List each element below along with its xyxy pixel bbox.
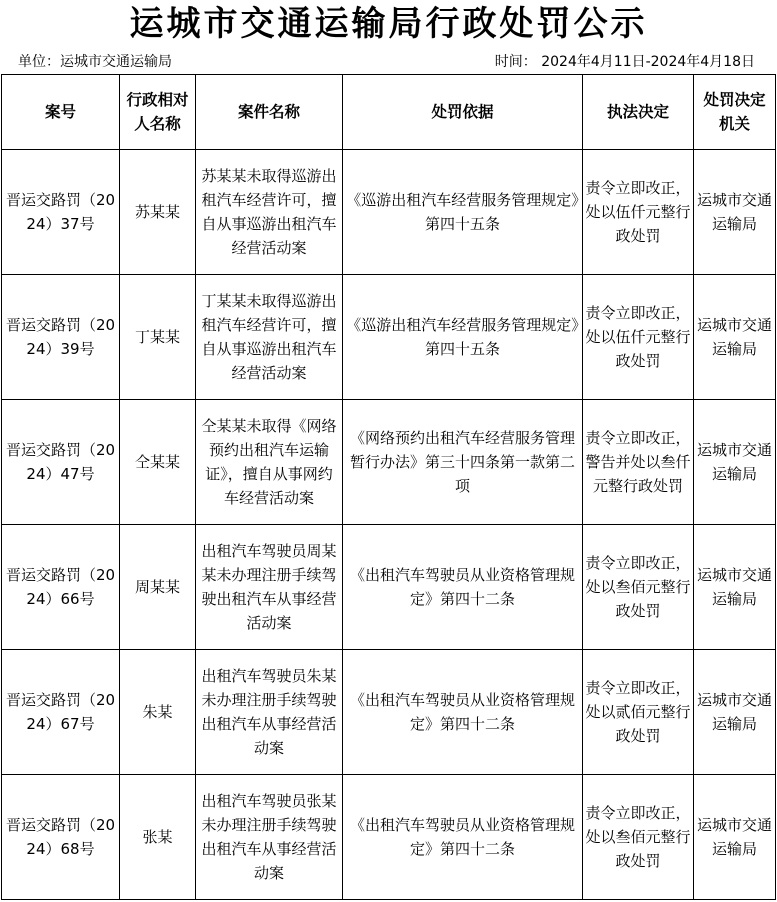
basis-cell: 《网络预约出租汽车经营服务管理暂行办法》第三十四条第一款第二项 — [343, 400, 583, 525]
case-no-cell: 晋运交路罚（2024）39号 — [2, 275, 120, 400]
case-no-cell: 晋运交路罚（2024）47号 — [2, 400, 120, 525]
party-cell: 朱某 — [120, 650, 196, 775]
header-party: 行政相对人名称 — [120, 75, 196, 150]
decision-cell: 责令立即改正，处以贰佰元整行政处罚 — [583, 650, 694, 775]
party-cell: 苏某某 — [120, 150, 196, 275]
basis-cell: 《出租汽车驾驶员从业资格管理规定》第四十二条 — [343, 650, 583, 775]
case-name-cell: 苏某某未取得巡游出租汽车经营许可，擅自从事巡游出租汽车经营活动案 — [196, 150, 343, 275]
case-name-cell: 丁某某未取得巡游出租汽车经营许可，擅自从事巡游出租汽车经营活动案 — [196, 275, 343, 400]
case-no-cell: 晋运交路罚（2024）37号 — [2, 150, 120, 275]
party-cell: 丁某某 — [120, 275, 196, 400]
authority-cell: 运城市交通运输局 — [694, 400, 776, 525]
case-no-cell: 晋运交路罚（2024）67号 — [2, 650, 120, 775]
penalty-table — [1, 74, 776, 900]
table-row — [2, 525, 776, 650]
case-name-cell: 出租汽车驾驶员朱某未办理注册手续驾驶出租汽车从事经营活动案 — [196, 650, 343, 775]
basis-cell: 《出租汽车驾驶员从业资格管理规定》第四十二条 — [343, 775, 583, 900]
table-row — [2, 150, 776, 275]
table-row — [2, 775, 776, 900]
basis-cell: 《巡游出租汽车经营服务管理规定》第四十五条 — [343, 150, 583, 275]
decision-cell: 责令立即改正，处以叁佰元整行政处罚 — [583, 775, 694, 900]
header-decision: 执法决定 — [583, 75, 694, 150]
basis-cell: 《出租汽车驾驶员从业资格管理规定》第四十二条 — [343, 525, 583, 650]
authority-cell: 运城市交通运输局 — [694, 150, 776, 275]
decision-cell: 责令立即改正，警告并处以叁仟元整行政处罚 — [583, 400, 694, 525]
basis-cell: 《巡游出租汽车经营服务管理规定》第四十五条 — [343, 275, 583, 400]
authority-cell: 运城市交通运输局 — [694, 275, 776, 400]
authority-cell: 运城市交通运输局 — [694, 525, 776, 650]
party-cell: 张某 — [120, 775, 196, 900]
decision-cell: 责令立即改正，处以伍仟元整行政处罚 — [583, 150, 694, 275]
date-range: 时间： 2024年4月11日-2024年4月18日 — [494, 54, 755, 70]
table-row — [2, 400, 776, 525]
header-case-name: 案件名称 — [196, 75, 343, 150]
authority-cell: 运城市交通运输局 — [694, 650, 776, 775]
unit-label: 单位：运城市交通运输局 — [18, 54, 172, 70]
case-name-cell: 出租汽车驾驶员张某未办理注册手续驾驶出租汽车从事经营活动案 — [196, 775, 343, 900]
party-cell: 周某某 — [120, 525, 196, 650]
case-no-cell: 晋运交路罚（2024）68号 — [2, 775, 120, 900]
header-authority: 处罚决定机关 — [694, 75, 776, 150]
header-case-no: 案号 — [2, 75, 120, 150]
table-row — [2, 275, 776, 400]
table-header-row — [2, 75, 776, 150]
case-no-cell: 晋运交路罚（2024）66号 — [2, 525, 120, 650]
case-name-cell: 仝某某未取得《网络预约出租汽车运输证》，擅自从事网约车经营活动案 — [196, 400, 343, 525]
page-title: 运城市交通运输局行政处罚公示 — [129, 4, 648, 44]
case-name-cell: 出租汽车驾驶员周某某未办理注册手续驾驶出租汽车从事经营活动案 — [196, 525, 343, 650]
party-cell: 仝某某 — [120, 400, 196, 525]
authority-cell: 运城市交通运输局 — [694, 775, 776, 900]
decision-cell: 责令立即改正，处以伍仟元整行政处罚 — [583, 275, 694, 400]
header-basis: 处罚依据 — [343, 75, 583, 150]
decision-cell: 责令立即改正，处以叁佰元整行政处罚 — [583, 525, 694, 650]
table-row — [2, 650, 776, 775]
